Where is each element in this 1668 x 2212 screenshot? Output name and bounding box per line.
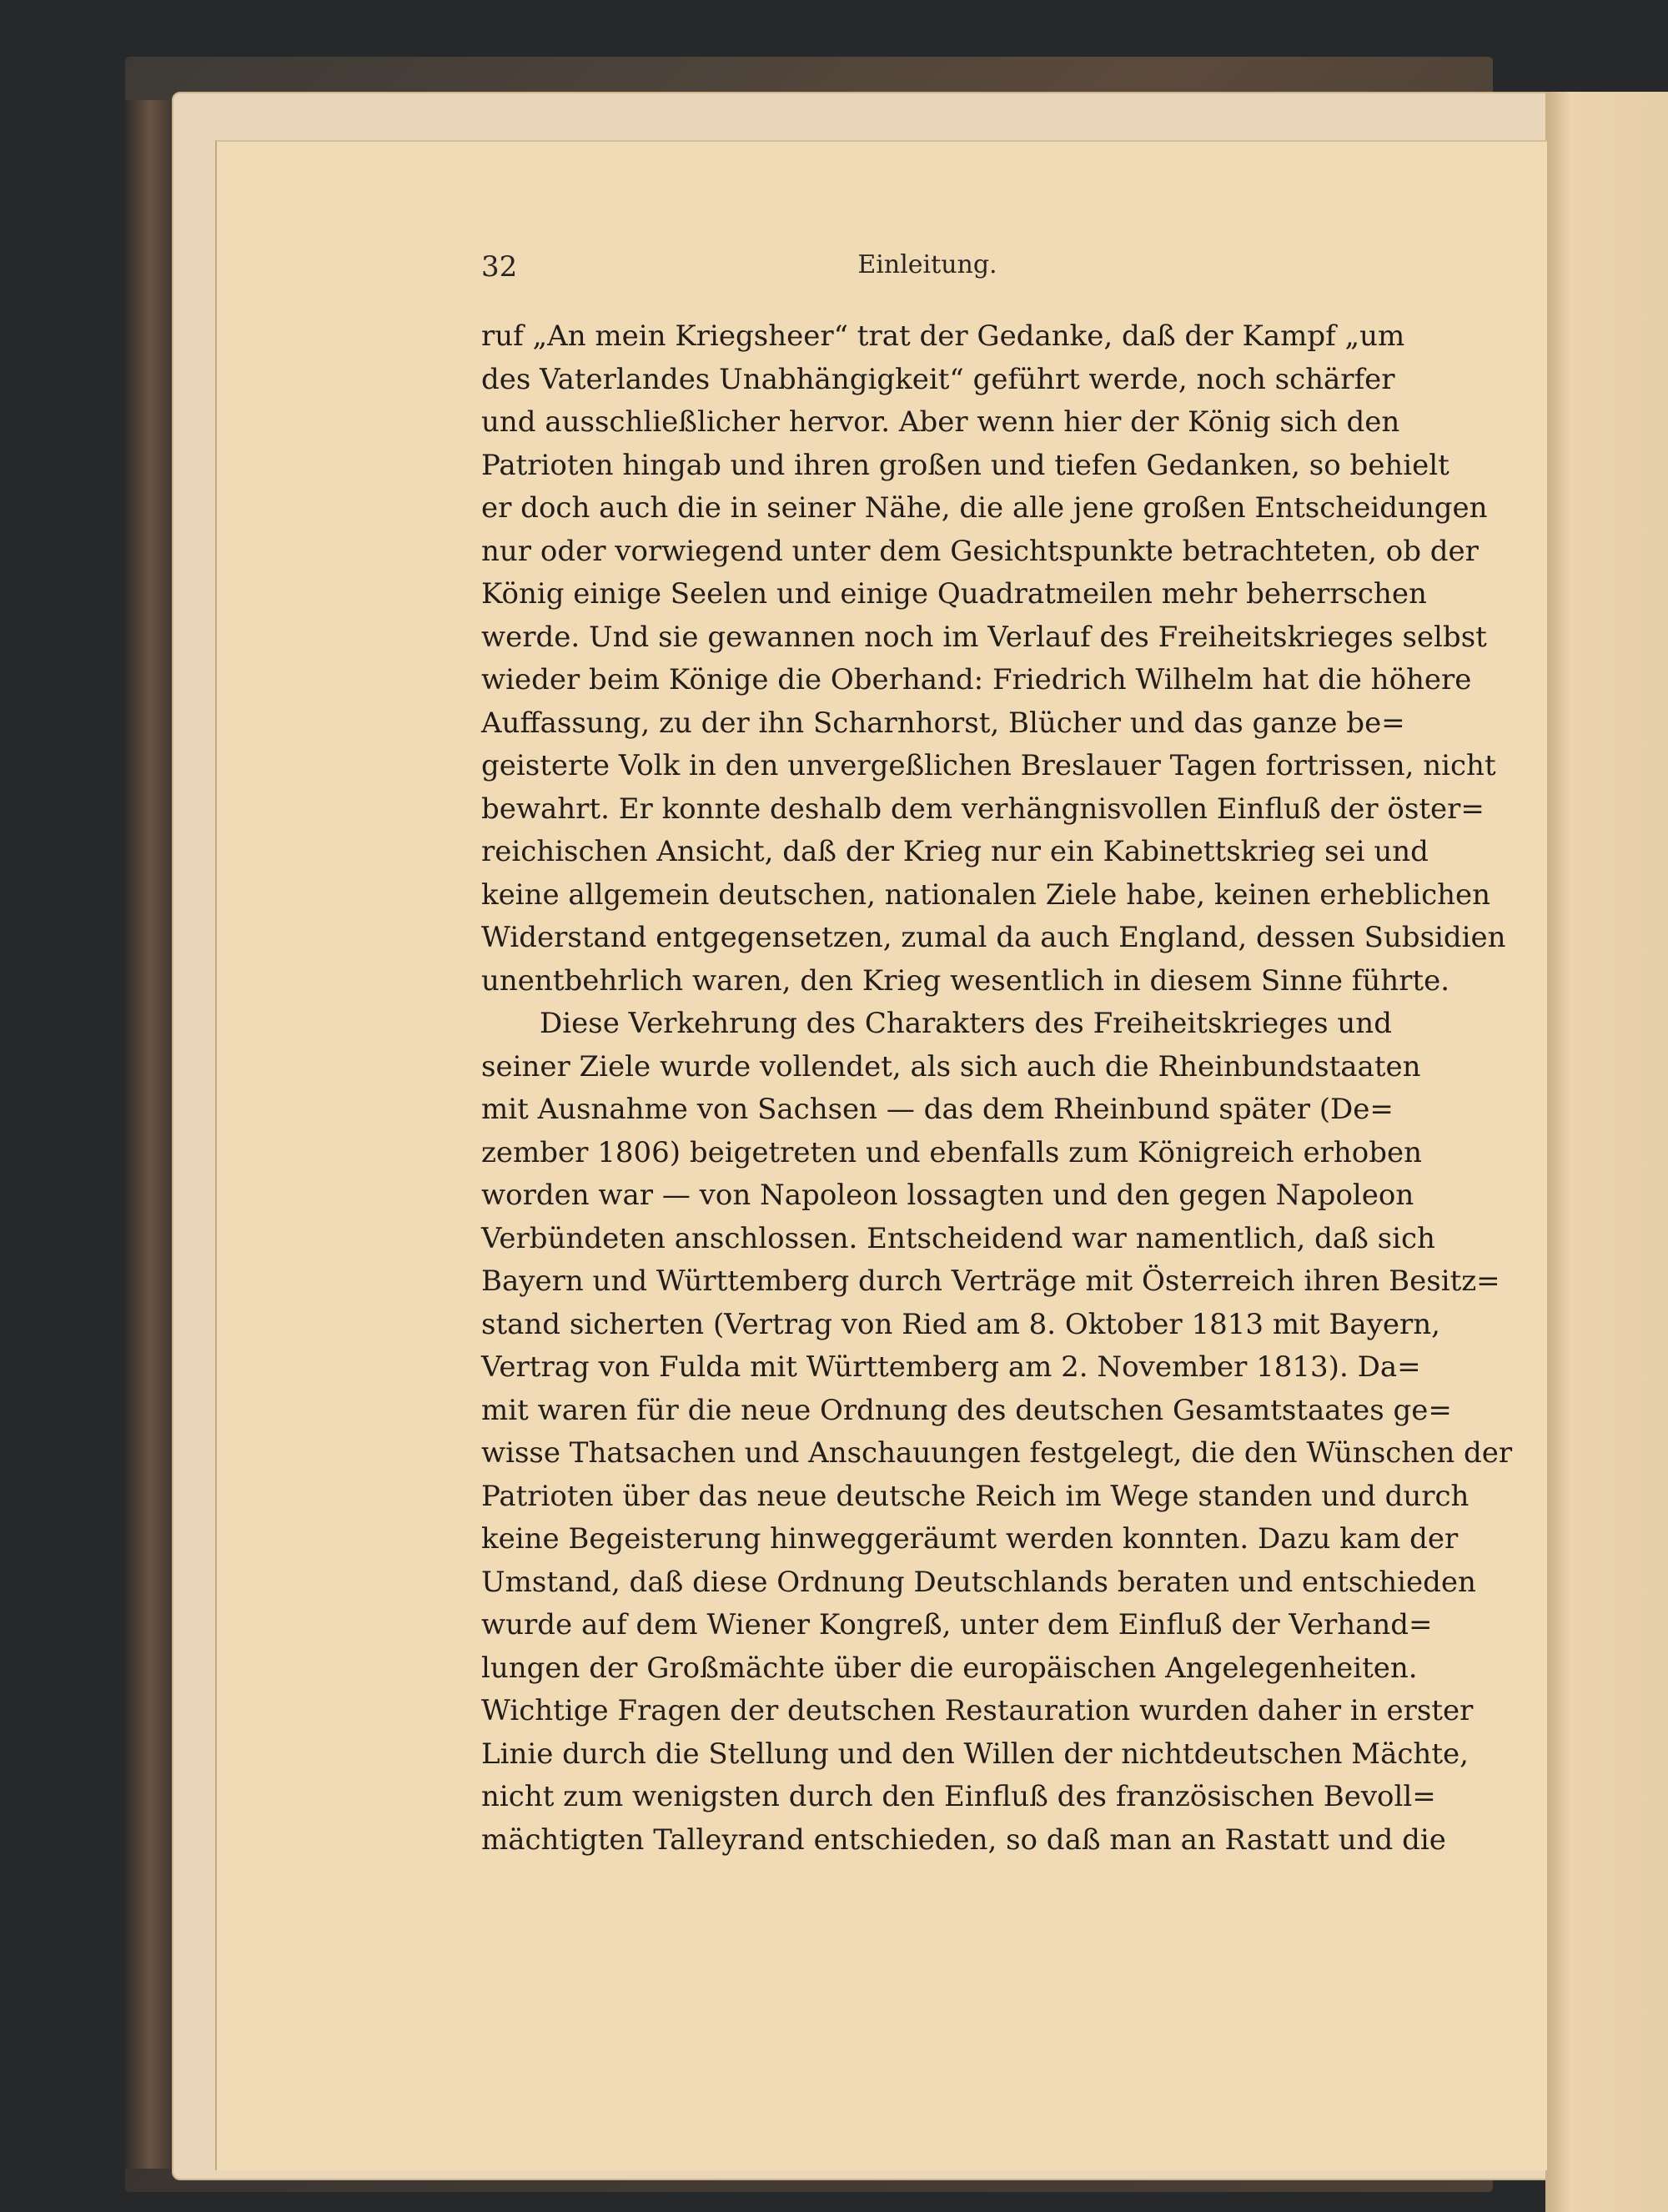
book-spine [125,100,175,2169]
text-line: keine Begeisterung hinweggeräumt werden konnten. Dazu kam der [481,1522,1459,1556]
text-line: Bayern und Württemberg durch Verträge mit Österreich ihren Besitz= [481,1264,1500,1298]
text-line: wurde auf dem Wiener Kongreß, unter dem Einfluß der Verhand= [481,1608,1433,1641]
body-text [481,315,1513,1862]
text-line: wisse Thatsachen und Anschauungen festgelegt, die den Wünschen der [481,1436,1513,1470]
text-line: keine allgemein deutschen, nationalen Ziele habe, keinen erheblichen [481,877,1491,912]
text-line: zember 1806) beigetreten und ebenfalls zum Königreich erhoben [481,1135,1422,1169]
text-line: mit waren für die neue Ordnung des deutschen Gesamtstaates ge= [481,1393,1452,1427]
text-line: und ausschließlicher hervor. Aber wenn hier der König sich den [481,405,1400,439]
text-line: Auffassung, zu der ihn Scharnhorst, Blücher und das ganze be= [481,706,1405,740]
text-line: Umstand, daß diese Ordnung Deutschlands beraten und entschieden [481,1565,1476,1599]
text-line: seiner Ziele wurde vollendet, als sich auch die Rheinbundstaaten [481,1049,1421,1083]
text-line: unentbehrlich waren, den Krieg wesentlich in diesem Sinne führte. [481,963,1449,998]
page-number: 32 [481,250,518,284]
text-line: König einige Seelen und einige Quadratmeilen mehr beherrschen [481,577,1427,611]
text-line: mit Ausnahme von Sachsen — das dem Rheinbund später (De= [481,1093,1394,1126]
text-line: Diese Verkehrung des Charakters des Freiheitskrieges und [540,1007,1392,1040]
text-line: er doch auch die in seiner Nähe, die alle jene großen Entscheidungen [481,491,1488,525]
facing-page-edge [1545,92,1668,2212]
text-line: stand sicherten (Vertrag von Ried am 8. Oktober 1813 mit Bayern, [481,1307,1440,1341]
text-line: bewahrt. Er konnte deshalb dem verhängnisvollen Einfluß der öster= [481,792,1485,826]
text-line: nur oder vorwiegend unter dem Gesichtspunkte betrachteten, ob der [481,534,1479,568]
text-line: worden war — von Napoleon lossagten und den gegen Napoleon [481,1179,1414,1212]
text-line: Widerstand entgegensetzen, zumal da auch England, dessen Subsidien [481,921,1506,954]
text-line: mächtigten Talleyrand entschieden, so daß man an Rastatt und die [481,1822,1446,1857]
text-line: reichischen Ansicht, daß der Krieg nur ein Kabinettskrieg sei und [481,835,1429,868]
page-header [481,250,1374,292]
text-line: nicht zum wenigsten durch den Einfluß des französischen Bevoll= [481,1780,1436,1813]
text-line: Wichtige Fragen der deutschen Restauration wurden daher in erster [481,1694,1474,1727]
text-line: ruf „An mein Kriegsheer“ trat der Gedanke, daß der Kampf „um [481,319,1405,353]
text-line: lungen der Großmächte über die europäischen Angelegenheiten. [481,1651,1418,1685]
text-line: Linie durch die Stellung und den Willen der nichtdeutschen Mächte, [481,1737,1469,1771]
text-line: Vertrag von Fulda mit Württemberg am 2. November 1813). Da= [481,1350,1421,1384]
text-line: wieder beim Könige die Oberhand: Friedrich Wilhelm hat die höhere [481,663,1472,696]
running-title: Einleitung. [857,250,997,279]
text-line: geisterte Volk in den unvergeßlichen Breslauer Tagen fortrissen, nicht [481,749,1496,782]
text-line: Patrioten hingab und ihren großen und tiefen Gedanken, so behielt [481,448,1449,482]
text-line: Verbündeten anschlossen. Entscheidend war namentlich, daß sich [481,1221,1435,1255]
text-line: des Vaterlandes Unabhängigkeit“ geführt werde, noch schärfer [481,362,1395,396]
text-line: werde. Und sie gewannen noch im Verlauf des Freiheitskrieges selbst [481,620,1487,654]
text-line: Patrioten über das neue deutsche Reich im Wege standen und durch [481,1479,1470,1513]
